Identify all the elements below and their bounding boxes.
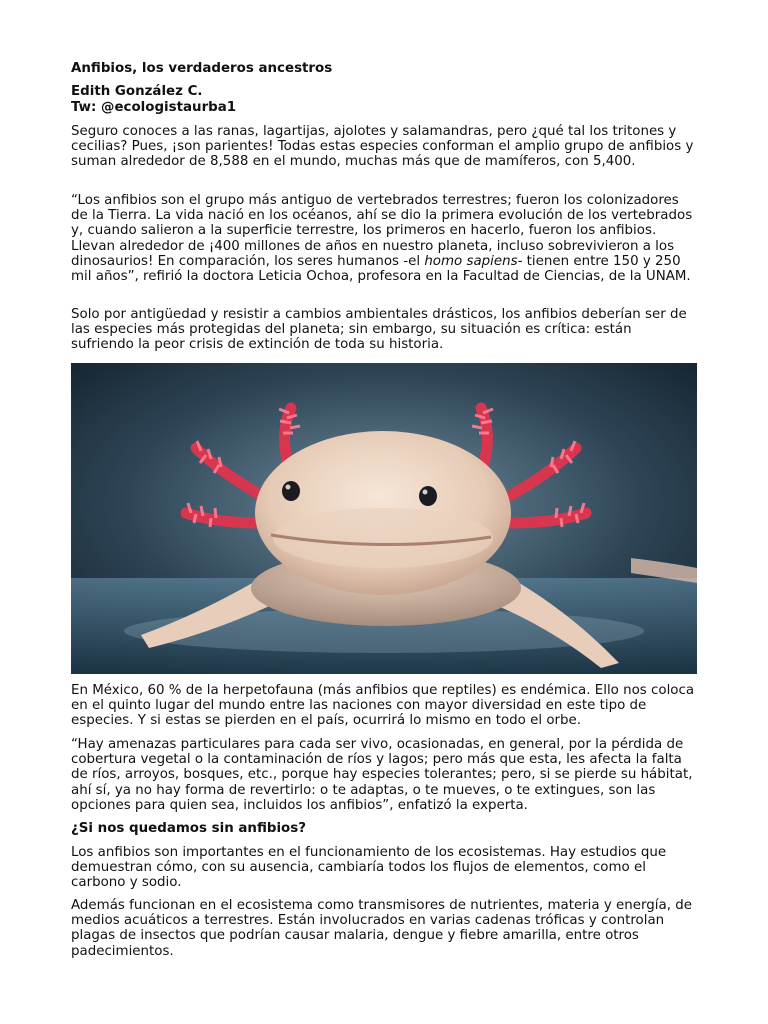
paragraph-6: Los anfibios son importantes en el funcionamiento de los ecosistemas. Hay estudios que demuestran cómo, con su ausencia, cambiaría todos los flujos de elementos, como el carbono y sodio.	[71, 845, 667, 891]
paragraph-2-italic: homo sapiens-	[424, 253, 523, 269]
axolotl-illustration	[71, 363, 697, 674]
subheading: ¿Si nos quedamos sin anfibios?	[71, 821, 306, 836]
paragraph-7: Además funcionan en el ecosistema como transmisores de nutrientes, materia y energía, de medios acuáticos a terrestres. Están involucrados en varias cadenas tróficas y controlan plagas de insectos que podrían causar malaria, dengue y fiebre amarilla, entre otros padecimientos.	[71, 898, 692, 959]
author-twitter: Tw: @ecologistaurba1	[71, 100, 237, 115]
paragraph-5: “Hay amenazas particulares para cada ser vivo, ocasionadas, en general, por la pérdida de cobertura vegetal o la contaminación de ríos y lagos; pero más que esta, les afecta la falta de ríos, arroyos, bosques, etc., porque hay especies tolerantes; pero, si se pierde su hábitat, ahí sí, ya no hay forma de revertirlo: o te adaptas, o te mueves, o te extingues, son las opciones para quien sea, incluidos los anfibios”, enfatizó la experta.	[71, 737, 693, 813]
article-title: Anfibios, los verdaderos ancestros	[71, 61, 333, 76]
paragraph-1: Seguro conoces a las ranas, lagartijas, ajolotes y salamandras, pero ¿qué tal los tritones y cecilias? Pues, ¡son parientes! Todas estas especies conforman el amplio grupo de anfibios y suman alrededor de 8,588 en el mundo, muchas más que de mamíferos, con 5,400.	[71, 124, 694, 170]
paragraph-2-tail: tienen entre 150 y 250 mil años”, refirió la doctora Leticia Ochoa, profesora en la Facultad de Ciencias, de la UNAM.	[71, 253, 691, 285]
paragraph-4: En México, 60 % de la herpetofauna (más anfibios que reptiles) es endémica. Ello nos coloca en el quinto lugar del mundo entre las naciones con mayor diversidad en este tipo de especies. Y si estas se pierden en el país, ocurrirá lo mismo en todo el orbe.	[71, 683, 695, 729]
author-name: Edith González C.	[71, 84, 203, 99]
axolotl-photo	[71, 363, 697, 674]
paragraph-2	[71, 193, 697, 284]
paragraph-3: Solo por antigüedad y resistir a cambios ambientales drásticos, los anfibios deberían ser de las especies más protegidas del planeta; sin embargo, su situación es crítica: están sufriendo la peor crisis de extinción de toda su historia.	[71, 307, 687, 353]
paragraph-2-text: “Los anfibios son el grupo más antiguo de vertebrados terrestres; fueron los colonizadores de la Tierra. La vida nació en los océanos, ahí se dio la primera evolución de los vertebrados y, cuando salieron a la superficie terrestre, los primeros en hacerlo, fueron los anfibios. Llevan alrededor de ¡400 millones de años en nuestro planeta, incluso sobrevivieron a los dinosaurios! En comparación, los seres humanos -el	[71, 193, 693, 269]
